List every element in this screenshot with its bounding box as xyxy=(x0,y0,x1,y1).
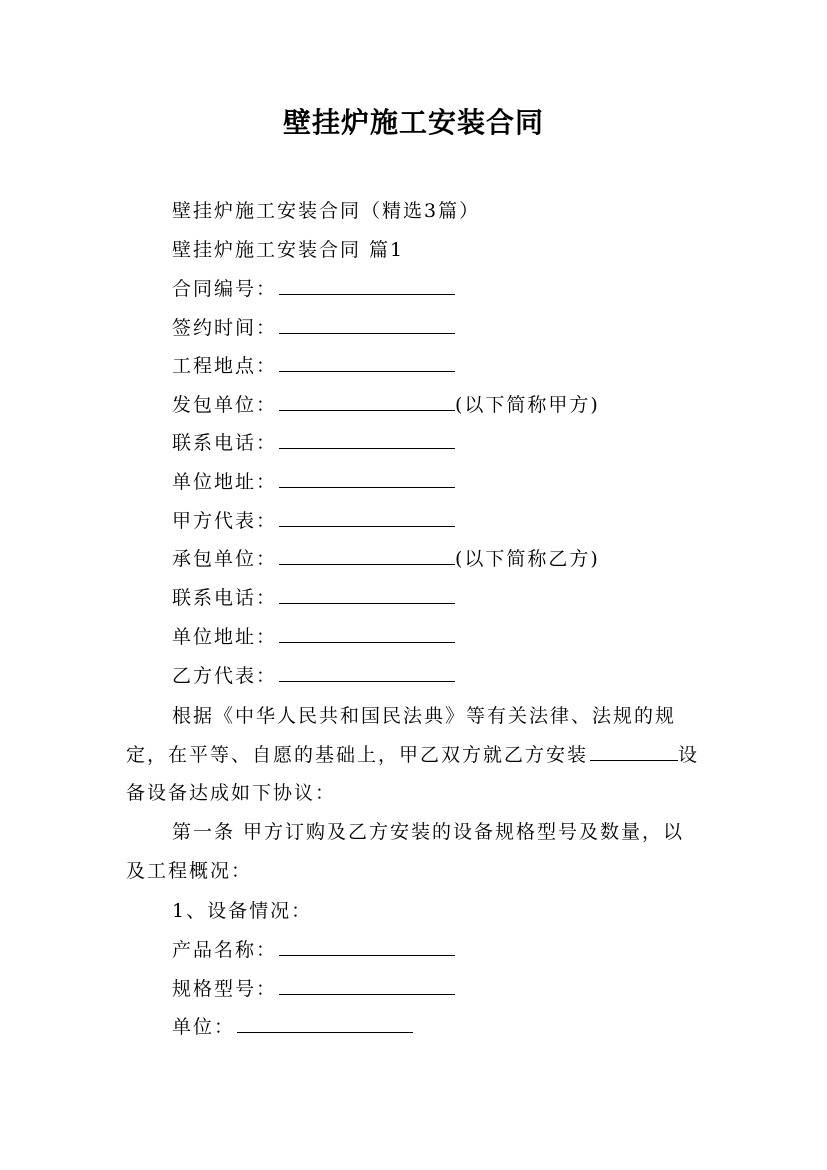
contractor-address-label: 单位地址： xyxy=(172,626,278,648)
project-location-field xyxy=(172,353,455,379)
contract-number-blank xyxy=(279,276,455,295)
product-name-blank xyxy=(279,937,455,956)
product-name-label: 产品名称： xyxy=(172,939,278,961)
spec-model-field xyxy=(172,976,455,1002)
intro-text-part2: 设备设备达成如下协议： xyxy=(126,743,700,804)
employer-unit-label: 发包单位： xyxy=(172,394,278,416)
employer-address-field xyxy=(172,469,455,495)
contractor-alias-note: (以下简称乙方) xyxy=(455,548,600,570)
intro-text-part1: 根据《中华人民共和国民法典》等有关法律、法规的规定，在平等、自愿的基础上，甲乙双方就乙方安装 xyxy=(126,705,677,766)
employer-alias-note: (以下简称甲方) xyxy=(455,394,600,416)
employer-rep-field xyxy=(172,508,455,534)
contractor-rep-field xyxy=(172,663,455,689)
employer-unit-field xyxy=(172,392,600,418)
contract-number-label: 合同编号： xyxy=(172,278,278,300)
contractor-address-blank xyxy=(279,624,455,643)
sign-time-blank xyxy=(279,315,455,334)
contractor-address-field xyxy=(172,624,455,650)
contract-number-field xyxy=(172,276,455,302)
intro-paragraph xyxy=(126,697,704,813)
employer-phone-label: 联系电话： xyxy=(172,432,278,454)
unit-field xyxy=(172,1014,413,1040)
employer-phone-blank xyxy=(279,430,455,449)
sign-time-field xyxy=(172,315,455,341)
article-1-paragraph: 第一条 甲方订购及乙方安装的设备规格型号及数量，以及工程概况： xyxy=(126,821,685,882)
project-location-label: 工程地点： xyxy=(172,355,278,377)
sign-time-label: 签约时间： xyxy=(172,317,278,339)
spec-model-blank xyxy=(279,976,455,995)
employer-rep-label: 甲方代表： xyxy=(172,510,278,532)
contractor-unit-field xyxy=(172,546,600,572)
contractor-unit-blank xyxy=(279,546,455,565)
contractor-unit-label: 承包单位： xyxy=(172,548,278,570)
document-title: 壁挂炉施工安装合同 xyxy=(282,106,544,139)
document-subtitle: 壁挂炉施工安装合同（精选3篇） xyxy=(172,200,481,222)
unit-label: 单位： xyxy=(172,1016,236,1038)
employer-phone-field xyxy=(172,430,455,456)
section-heading: 壁挂炉施工安装合同 篇1 xyxy=(172,239,405,261)
equipment-heading: 1、设备情况： xyxy=(172,900,313,922)
spec-model-label: 规格型号： xyxy=(172,978,278,1000)
contractor-phone-blank xyxy=(279,585,455,604)
employer-address-blank xyxy=(279,469,455,488)
employer-rep-blank xyxy=(279,508,455,527)
equipment-blank xyxy=(590,742,678,761)
employer-unit-blank xyxy=(279,392,455,411)
unit-blank xyxy=(237,1014,413,1033)
contractor-phone-field xyxy=(172,585,455,611)
contractor-rep-label: 乙方代表： xyxy=(172,665,278,687)
employer-address-label: 单位地址： xyxy=(172,471,278,493)
project-location-blank xyxy=(279,353,455,372)
contractor-phone-label: 联系电话： xyxy=(172,587,278,609)
product-name-field xyxy=(172,937,455,963)
contractor-rep-blank xyxy=(279,663,455,682)
